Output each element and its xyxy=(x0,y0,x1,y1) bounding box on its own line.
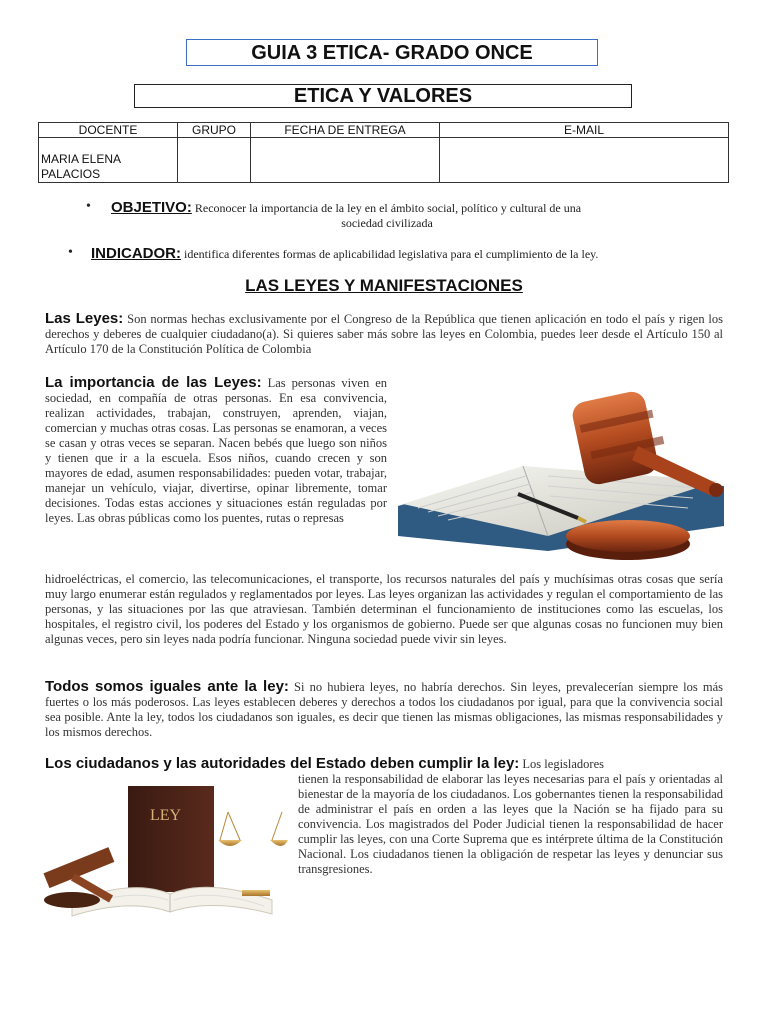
col-email: E-MAIL xyxy=(440,123,729,138)
indicador-text: identifica diferentes formas de aplicabilidad legislativa para el cumplimiento de la ley. xyxy=(184,247,599,261)
objetivo-text-line2: sociedad civilizada xyxy=(341,216,433,230)
subject-title: ETICA Y VALORES xyxy=(134,84,632,108)
section-heading: Todos somos iguales ante la ley: xyxy=(45,678,289,695)
info-table xyxy=(38,122,729,183)
indicador-label: INDICADOR: xyxy=(91,245,181,262)
gavel-icon xyxy=(398,376,724,566)
law-book-image xyxy=(42,782,288,924)
col-docente: DOCENTE xyxy=(39,123,178,138)
objetivo-text: Reconocer la importancia de la ley en el ámbito social, político y cultural de una xyxy=(194,201,582,215)
section-heading: Las Leyes: xyxy=(45,310,124,327)
section-text: Las personas viven en sociedad, en compañía de otras personas. En esa convivencia, realizan actividades, trabajan, construyen, aprenden, viajan, comercian y muchas otras cosas. Las personas se enamoran, a veces se casan y otras veces se separan. Nacen bebés que luego son niños y tienen que ir a la escuela. Esos niños, cuando crecen y son mayores de edad, asumen responsabilidades: pueden votar, trabajar, manejar un vehículo, viajar, divertirse, opinar libremente, tomar decisiones. Todas estas acciones y situaciones están reguladas por leyes. Las obras públicas como los puentes, rutas o represas xyxy=(45,376,388,525)
section-iguales xyxy=(45,679,723,740)
gavel-image xyxy=(398,376,724,566)
section-cumplir-heading-line xyxy=(45,756,723,772)
table-row xyxy=(39,138,729,183)
fecha-cell xyxy=(251,138,440,183)
section-heading: La importancia de las Leyes: xyxy=(45,374,262,391)
indicador-bullet xyxy=(68,245,748,262)
main-heading: LAS LEYES Y MANIFESTACIONES xyxy=(245,276,523,295)
law-book-gavel-scales-icon xyxy=(42,782,288,924)
objetivo-bullet xyxy=(86,199,712,231)
bullet-icon: • xyxy=(68,245,73,260)
section-heading: Los ciudadanos y las autoridades del Estado deben cumplir la ley: xyxy=(45,755,520,772)
section-cumplir-text: tienen la responsabilidad de elaborar las leyes necesarias para el país y orientadas al bienestar de la mayoría de los ciudadanos. Los gobernantes tienen la responsabilidad de administrar el país en orden a las leyes que la Nación se ha fijado para su convivencia. Los magistrados del Poder Judicial tienen la responsabilidad de hacer cumplir las leyes, con una Corte Suprema que es intérprete última de la Constitución Nacional. Los ciudadanos tienen la obligación de respetar las leyes y denunciar sus transgresiones. xyxy=(298,772,723,876)
table-header-row xyxy=(39,123,729,138)
docente-cell xyxy=(39,138,178,183)
bullet-icon: • xyxy=(86,199,91,214)
docente-name-line1: MARIA ELENA xyxy=(41,152,122,166)
document-title: GUIA 3 ETICA- GRADO ONCE xyxy=(186,39,598,66)
docente-name-line2: PALACIOS xyxy=(41,167,101,181)
section-text-first: Los legisladores xyxy=(522,757,605,771)
col-grupo: GRUPO xyxy=(178,123,251,138)
section-importancia-continued: hidroeléctricas, el comercio, las telecomunicaciones, el transporte, los recursos naturales del país y muchísimas otras cosas que sería muy largo enumerar están regulados y reglamentados por leyes. Las leyes organizan las actividades y regulan el comportamiento de las personas, y las situaciones por las que atraviesan. También determinan el funcionamiento de instituciones como las escuelas, los hospitales, el registro civil, los poderes del Estado y los organismos de gobierno. Puede ser que algunas cosas no funcionen muy bien algunas veces, pero sin leyes nada podría funcionar. Ninguna sociedad puede vivir sin leyes. xyxy=(45,572,723,646)
section-leyes xyxy=(45,311,723,357)
grupo-cell xyxy=(178,138,251,183)
book-label: LEY xyxy=(150,807,182,824)
section-importancia xyxy=(45,375,387,526)
section-text: Son normas hechas exclusivamente por el Congreso de la República que tienen aplicación en todo el país y rigen los derechos y deberes de cualquier ciudadano(a). Si quieres saber más sobre las leyes en Colombia, puedes leer desde el Artículo 150 al Artículo 170 de la Constitución Política de Colombia xyxy=(45,312,724,356)
section-text: Si no hubiera leyes, no habría derechos. Sin leyes, prevalecerían siempre los más fuertes o los más poderosos. Las leyes establecen deberes y derechos a todos los ciudadanos por igual, para que la convivencia social sea posible. Ante la ley, todos los ciudadanos son iguales, es decir que tienen las mismas obligaciones, las mismas responsabilidades y los mismos derechos. xyxy=(45,680,724,739)
objetivo-label: OBJETIVO: xyxy=(111,199,192,216)
email-cell xyxy=(440,138,729,183)
col-fecha: FECHA DE ENTREGA xyxy=(251,123,440,138)
